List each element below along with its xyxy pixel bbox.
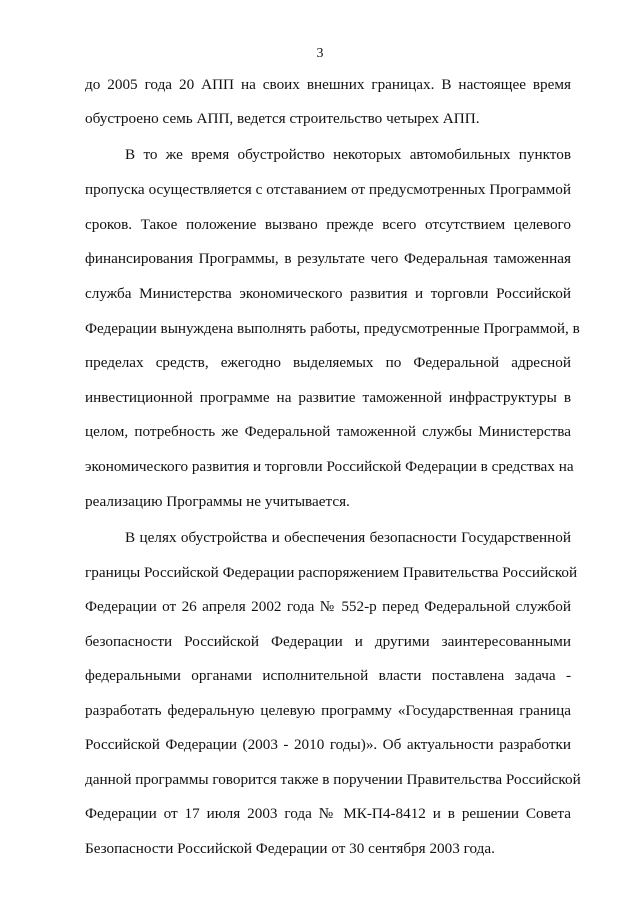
text-line: экономического развития и торговли Российской Федерации в средствах на: [85, 458, 574, 475]
text-line: реализацию Программы не учитывается.: [85, 493, 350, 510]
text-line: пропуска осуществляется с отставанием от предусмотренных Программой: [85, 181, 571, 198]
text-line: служба Министерства экономического развития и торговли Российской: [85, 285, 571, 302]
text-line: Федерации от 26 апреля 2002 года № 552-р перед Федеральной службой: [85, 598, 571, 615]
text-line: безопасности Российской Федерации и другими заинтересованными: [85, 633, 571, 650]
page-number: 3: [316, 46, 324, 61]
text-line: Безопасности Российской Федерации от 30 сентября 2003 года.: [85, 840, 495, 857]
text-line: целом, потребность же Федеральной таможенной службы Министерства: [85, 423, 571, 440]
text-line: сроков. Такое положение вызвано прежде всего отсутствием целевого: [85, 216, 571, 233]
text-line: разработать федеральную целевую программу «Государственная граница: [85, 702, 571, 719]
text-line: до 2005 года 20 АПП на своих внешних границах. В настоящее время: [85, 76, 571, 93]
text-line: границы Российской Федерации распоряжением Правительства Российской: [85, 564, 578, 581]
text-line: В целях обустройства и обеспечения безопасности Государственной: [125, 529, 571, 546]
text-line: Федерации вынуждена выполнять работы, предусмотренные Программой, в: [85, 320, 580, 337]
text-line: инвестиционной программе на развитие таможенной инфраструктуры в: [85, 389, 571, 406]
text-line: В то же время обустройство некоторых автомобильных пунктов: [125, 146, 571, 163]
text-line: Федерации от 17 июля 2003 года № МК-П4-8412 и в решении Совета: [85, 805, 571, 822]
text-line: пределах средств, ежегодно выделяемых по Федеральной адресной: [85, 354, 571, 371]
text-line: данной программы говорится также в поручении Правительства Российской: [85, 771, 581, 788]
text-line: Российской Федерации (2003 - 2010 годы)». Об актуальности разработки: [85, 736, 571, 753]
text-line: финансирования Программы, в результате чего Федеральная таможенная: [85, 250, 571, 267]
text-line: федеральными органами исполнительной власти поставлена задача -: [85, 667, 571, 684]
text-line: обустроено семь АПП, ведется строительство четырех АПП.: [85, 110, 480, 127]
